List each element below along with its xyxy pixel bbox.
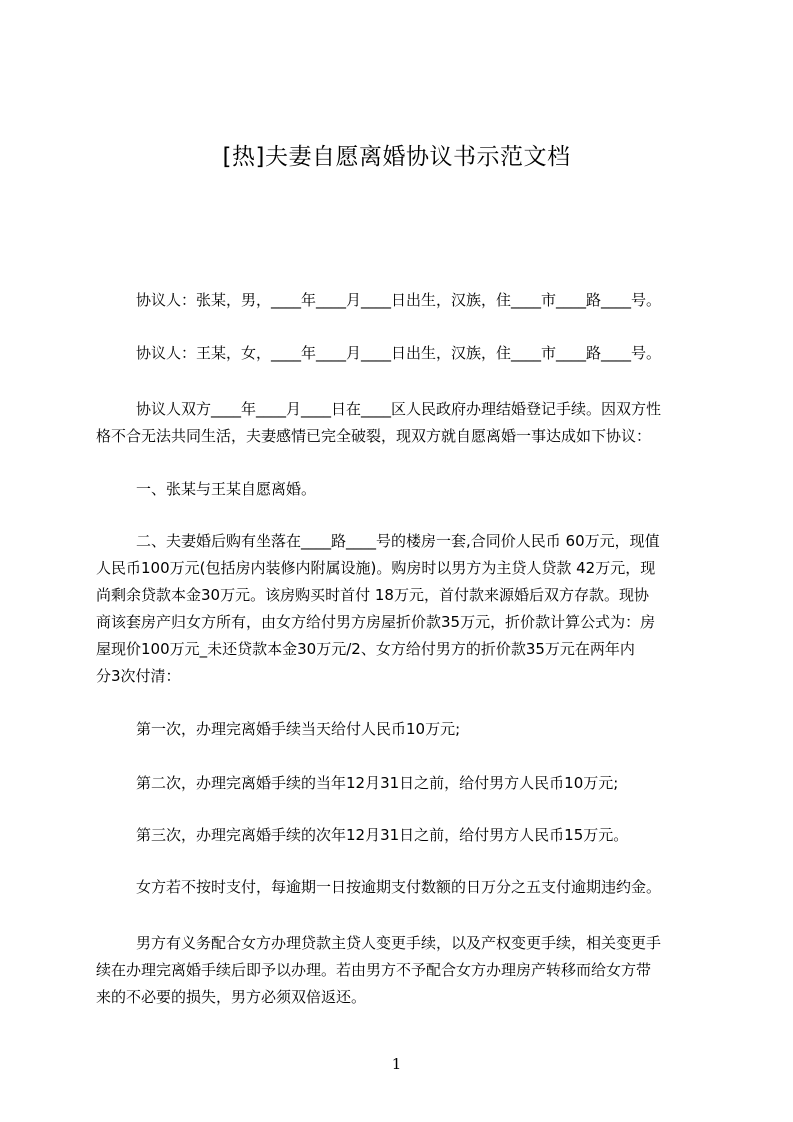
paragraph-line: 格不合无法共同生活，夫妻感情已完全破裂，现双方就自愿离婚一事达成如下协议： xyxy=(96,427,652,445)
paragraph-line: 二、夫妻婚后购有坐落在____路____号的楼房一套,合同价人民币 60万元，现值 xyxy=(136,532,660,550)
paragraph-line: 尚剩余贷款本金30万元。该房购买时首付 18万元，首付款来源婚后双方存款。现协 xyxy=(96,586,649,604)
paragraph-clause-2-property xyxy=(96,528,708,690)
paragraph-line: 分3次付清： xyxy=(96,667,181,685)
paragraph-transfer-cooperation xyxy=(96,930,708,1011)
paragraph-line: 商该套房产归女方所有，由女方给付男方房屋折价款35万元，折价款计算公式为：房 xyxy=(96,613,656,631)
paragraph-payment-1 xyxy=(96,716,708,743)
paragraph-clause-1 xyxy=(96,476,708,503)
paragraph-line: 协议人双方____年____月____日在____区人民政府办理结婚登记手续。因双方性 xyxy=(136,400,662,418)
paragraph-party-wang xyxy=(96,340,708,367)
paragraph-line: 人民币100万元(包括房内装修内附属设施)。购房时以男方为主贷人贷款 42万元，现 xyxy=(96,559,656,577)
paragraph-line: 女方若不按时支付，每逾期一日按逾期支付数额的日万分之五支付逾期违约金。 xyxy=(136,878,662,896)
paragraph-payment-2 xyxy=(96,770,708,797)
paragraph-line: 第三次，办理完离婚手续的次年12月31日之前，给付男方人民币15万元。 xyxy=(136,826,629,844)
document-title: [热]夫妻自愿离婚协议书示范文档 xyxy=(222,144,571,170)
paragraph-marriage-registration xyxy=(96,396,708,450)
paragraph-line: 第二次，办理完离婚手续的当年12月31日之前，给付男方人民币10万元; xyxy=(136,774,619,792)
paragraph-line: 屋现价100万元_未还贷款本金30万元/2、女方给付男方的折价款35万元在两年内 xyxy=(96,640,635,658)
paragraph-payment-3 xyxy=(96,822,708,849)
page-number: 1 xyxy=(391,1055,402,1073)
paragraph-line: 来的不必要的损失，男方必须双倍返还。 xyxy=(96,988,367,1006)
paragraph-line: 续在办理完离婚手续后即予以办理。若由男方不予配合女方办理房产转移而给女方带 xyxy=(96,961,652,979)
paragraph-late-penalty xyxy=(96,874,708,901)
paragraph-line: 协议人：张某，男，____年____月____日出生，汉族，住____市____路____号。 xyxy=(136,291,662,309)
paragraph-line: 男方有义务配合女方办理贷款主贷人变更手续，以及产权变更手续，相关变更手 xyxy=(136,934,662,952)
paragraph-line: 协议人：王某，女，____年____月____日出生，汉族，住____市____路____号。 xyxy=(136,344,662,362)
paragraph-party-zhang xyxy=(96,287,708,314)
paragraph-line: 第一次，办理完离婚手续当天给付人民币10万元; xyxy=(136,720,461,738)
paragraph-line: 一、张某与王某自愿离婚。 xyxy=(136,480,317,498)
